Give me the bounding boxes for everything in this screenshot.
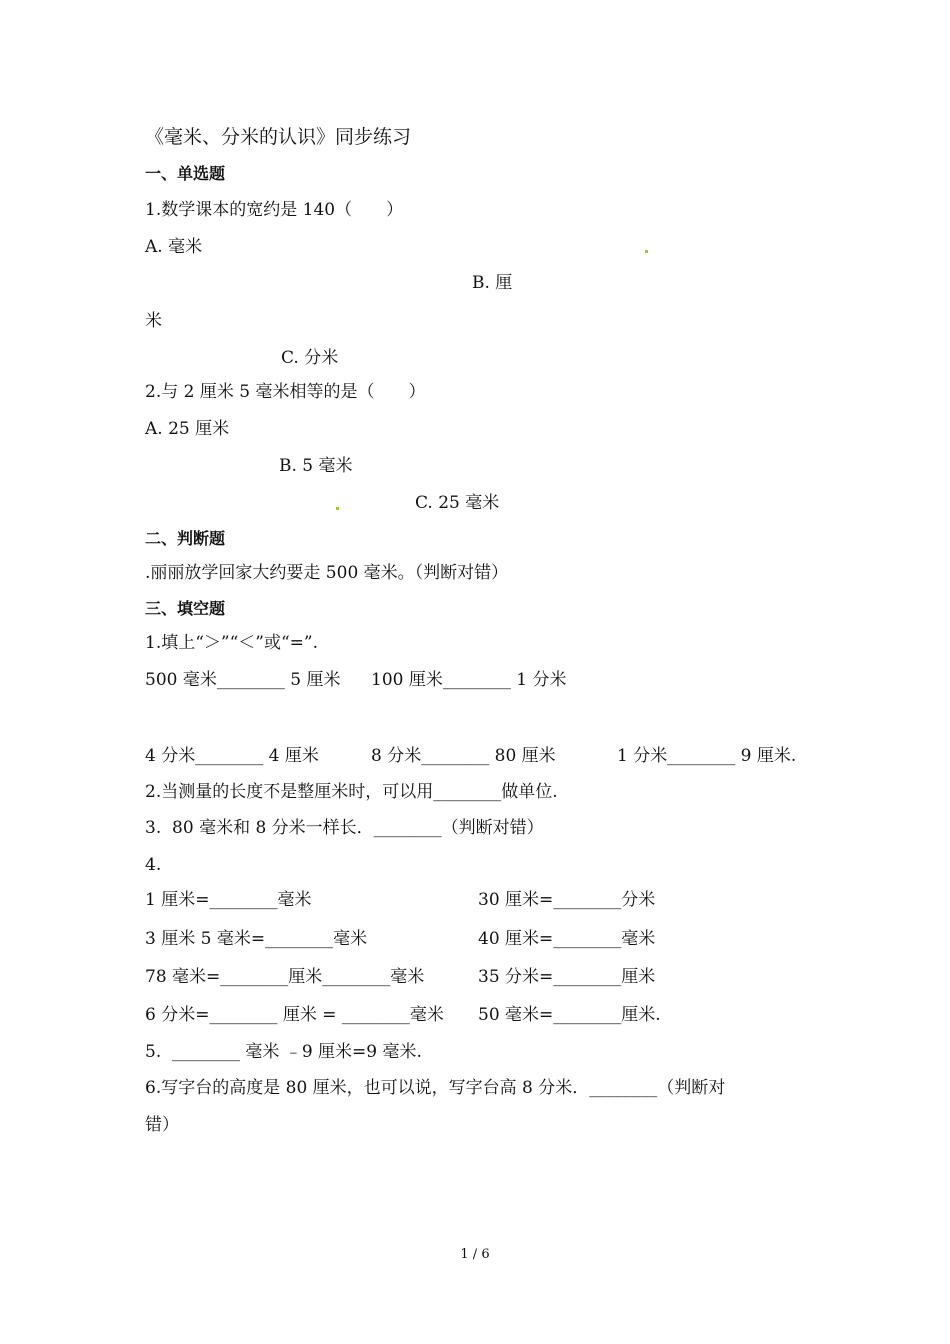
fill-q1-item-5: 1 分米________ 9 厘米. bbox=[617, 746, 797, 766]
section-heading-single-choice: 一、单选题 bbox=[145, 164, 226, 183]
fill-question-4-label: 4. bbox=[145, 855, 162, 875]
question-1-option-a: A. 毫米 bbox=[145, 237, 203, 257]
page-number: 1 / 6 bbox=[460, 1247, 490, 1262]
fill-question-6-line2: 错） bbox=[145, 1115, 179, 1135]
fill-q4-row1-left: 1 厘米=________毫米 bbox=[145, 890, 312, 910]
question-2-option-b: B. 5 毫米 bbox=[279, 456, 353, 476]
fill-q1-item-3: 4 分米________ 4 厘米 bbox=[145, 746, 319, 766]
decorative-dot bbox=[645, 250, 648, 253]
page-title: 《毫米、分米的认识》同步练习 bbox=[145, 126, 412, 148]
section-heading-judgement: 二、判断题 bbox=[145, 529, 226, 548]
fill-q4-row3-right: 35 分米=________厘米 bbox=[478, 967, 656, 987]
fill-q1-item-4: 8 分米________ 80 厘米 bbox=[371, 746, 556, 766]
fill-q4-row1-right: 30 厘米=________分米 bbox=[478, 890, 656, 910]
section-heading-fill-in: 三、填空题 bbox=[145, 599, 226, 618]
question-2-option-c: C. 25 毫米 bbox=[415, 493, 500, 513]
fill-question-1-stem: 1.填上“＞”“＜”或“=”. bbox=[145, 633, 319, 653]
fill-q1-item-2: 100 厘米________ 1 分米 bbox=[371, 670, 567, 690]
fill-q4-row4-right: 50 毫米=________厘米. bbox=[478, 1005, 661, 1025]
decorative-dot bbox=[336, 507, 339, 510]
fill-q4-row2-left: 3 厘米 5 毫米=________毫米 bbox=[145, 929, 368, 949]
judgement-question-1: .丽丽放学回家大约要走 500 毫米。（判断对错） bbox=[145, 563, 509, 583]
fill-q4-row2-right: 40 厘米=________毫米 bbox=[478, 929, 656, 949]
fill-question-3: 3. 80 毫米和 8 分米一样长．________（判断对错） bbox=[145, 818, 544, 838]
question-1-stem: 1.数学课本的宽约是 140（ ） bbox=[145, 200, 404, 220]
question-2-stem: 2.与 2 厘米 5 毫米相等的是（ ） bbox=[145, 382, 426, 402]
question-1-option-b-continued: 米 bbox=[145, 311, 162, 331]
fill-question-5: 5. ________ 毫米 ﹣9 厘米=9 毫米. bbox=[145, 1042, 422, 1062]
question-1-option-b: B. 厘 bbox=[472, 273, 513, 293]
question-1-option-c: C. 分米 bbox=[281, 348, 339, 368]
fill-question-2: 2.当测量的长度不是整厘米时，可以用________做单位. bbox=[145, 782, 558, 802]
fill-question-6-line1: 6.写字台的高度是 80 厘米，也可以说，写字台高 8 分米．________（判断对 bbox=[145, 1078, 726, 1098]
fill-q1-item-1: 500 毫米________ 5 厘米 bbox=[145, 670, 341, 690]
fill-q4-row3-left: 78 毫米=________厘米________毫米 bbox=[145, 967, 425, 987]
question-2-option-a: A. 25 厘米 bbox=[145, 419, 230, 439]
fill-q4-row4-left: 6 分米=________ 厘米 = ________毫米 bbox=[145, 1005, 444, 1025]
